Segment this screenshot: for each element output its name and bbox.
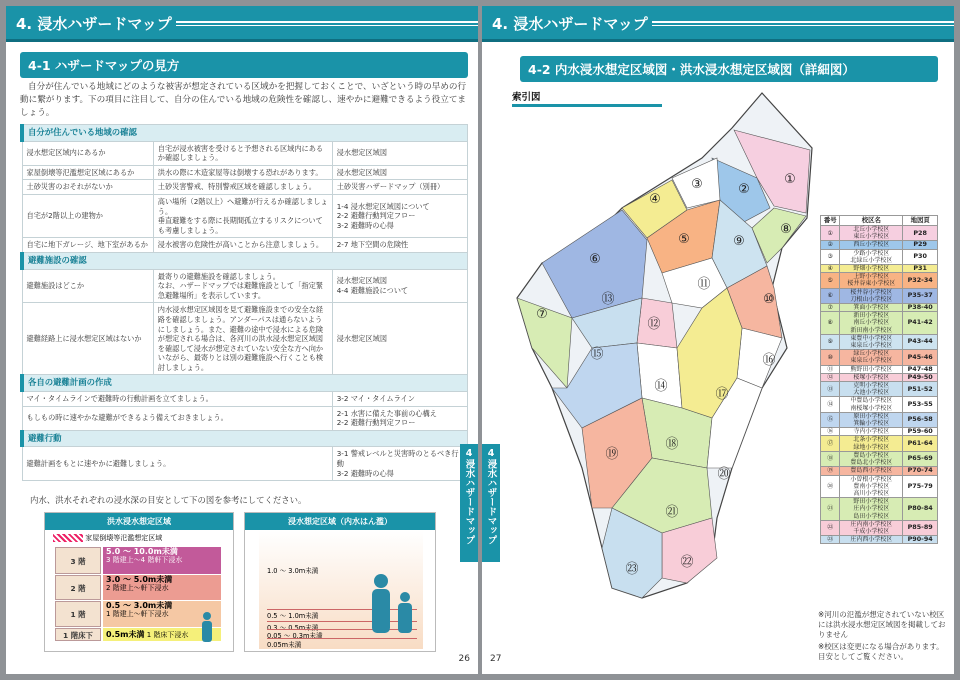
subheading: 各自の避難計画の作成: [22, 375, 468, 392]
index-number: ④: [821, 265, 840, 273]
floor-label: 3 階: [55, 547, 101, 574]
index-row: [821, 382, 938, 397]
index-district: 北丘小学校区 東丘小学校区: [840, 226, 903, 241]
index-row: [821, 288, 938, 303]
index-page: P85-89: [903, 520, 938, 535]
index-page: P45-46: [903, 350, 938, 365]
index-district: 克明小学校区 大池小学校区: [840, 382, 903, 397]
floor-label: 2 階: [55, 575, 101, 600]
index-row: [821, 249, 938, 264]
index-district: 野畑小学校区: [840, 265, 903, 273]
index-page: P30: [903, 249, 938, 264]
table-row: マイ・タイムラインで避難時の行動計画を立てましょう。 3-2 マイ・タイムライン: [22, 392, 468, 407]
index-row: [821, 475, 938, 498]
index-number: ⑨: [821, 334, 840, 349]
index-number: ⑱: [821, 451, 840, 466]
index-number: ⑩: [821, 350, 840, 365]
index-page: P28: [903, 226, 938, 241]
table-row: 土砂災害のおそれがないか 土砂災害警戒、特別警戒区域を確認しましょう。 土砂災害ハザードマップ（別冊）: [22, 180, 468, 195]
table-row: 避難施設はどこか 最寄りの避難施設を確認しましょう。 なお、ハザードマップでは避難施設として「指定緊急避難場所」を表示しています。 浸水想定区域図 4-4 避難施設について: [22, 269, 468, 303]
map-district-label: ㉓: [625, 562, 639, 577]
index-number: ⑰: [821, 436, 840, 451]
index-page: P29: [903, 241, 938, 249]
map-district-label: ⑰: [715, 387, 729, 402]
map-district-label: ⑭: [654, 379, 668, 394]
chapter-title: 4. 浸水ハザードマップ: [492, 15, 648, 33]
table-row: 避難計画をもとに速やかに避難しましょう。 3-1 警戒レベルと災害時のとるべき行動 3-2 避難時の心得: [22, 447, 468, 481]
map-district-label: ⑦: [536, 307, 548, 322]
chapter-tab[interactable]: 4 浸水ハザードマップ: [460, 444, 478, 562]
index-map-label: 索引図: [512, 89, 662, 107]
index-district: 少路小学校区 北緑丘小学校区: [840, 249, 903, 264]
index-row: [821, 412, 938, 427]
index-page: P56-58: [903, 412, 938, 427]
index-district: 庄内南小学校区 千成小学校区: [840, 520, 903, 535]
index-district: 上野小学校区 桜井谷東小学校区: [840, 273, 903, 288]
index-row: [821, 536, 938, 544]
index-page: P35-37: [903, 288, 938, 303]
map-district-label: ⑯: [762, 353, 776, 368]
chapter-header: [482, 6, 954, 42]
index-number: ⑧: [821, 312, 840, 335]
index-district: 桜井谷小学校区 刀根山小学校区: [840, 288, 903, 303]
index-number: ⑲: [821, 467, 840, 475]
map-district-label: ①: [784, 172, 796, 187]
index-page: P61-64: [903, 436, 938, 451]
index-page: P41-42: [903, 312, 938, 335]
depth-label: 1.0 〜 3.0m未満: [267, 567, 319, 575]
index-district: 西丘小学校区: [840, 241, 903, 249]
family-icon: [363, 573, 419, 633]
index-district: 熊野田小学校区: [840, 365, 903, 373]
index-row: [821, 428, 938, 436]
table-row: 避難経路上に浸水想定区域はないか 内水浸水想定区域図を見て避難施設までの安全な経路を確認しましょう。アンダーパスは通らないようにしましょう。また、避難の途中で浸水による危険が想定される場合は、各河川の洪水浸水想定区域図を確認して浸水が想定されていない安全な方へ向かいながら、最寄りとは別の避難施設へ行くことも検討しましょう。 浸水想定区域図: [22, 303, 468, 375]
index-number: ⑪: [821, 365, 840, 373]
index-number: ⑳: [821, 475, 840, 498]
map-district-label: ⑳: [717, 467, 731, 482]
person-icon: [195, 611, 219, 643]
map-district-label: ㉒: [680, 555, 694, 570]
map-district-label: ⑲: [605, 447, 619, 462]
inland-depth-diagram: [244, 512, 436, 652]
depth-label: 0.5 〜 1.0m未満: [267, 609, 417, 620]
index-page: P80-84: [903, 498, 938, 521]
map-district-label: ⑮: [590, 347, 604, 362]
index-page: P31: [903, 265, 938, 273]
index-number: ⑮: [821, 412, 840, 427]
depth-band: 3.0 〜 5.0m未満 2 階建上〜軒下浸水: [103, 575, 221, 600]
page-number: 26: [458, 654, 470, 664]
index-row: [821, 226, 938, 241]
depth-label: 0.3 〜 0.5m未満: [267, 621, 417, 632]
map-district-label: ④: [649, 192, 661, 207]
index-row: [821, 312, 938, 335]
index-page: P47-48: [903, 365, 938, 373]
index-page: P65-69: [903, 451, 938, 466]
depth-label: 0.05 〜 0.3m未満: [267, 629, 417, 640]
page-number: 27: [490, 654, 502, 664]
index-row: [821, 373, 938, 381]
index-page: P75-79: [903, 475, 938, 498]
chapter-header: [6, 6, 478, 42]
index-district: 寺内小学校区: [840, 428, 903, 436]
index-district: 原田小学校区 箕輪小学校区: [840, 412, 903, 427]
index-page: P53-55: [903, 397, 938, 412]
table-row: もしもの時に速やかな避難ができるよう備えておきましょう。 2-1 水害に備えた事前の心構え 2-2 避難行動判定フロー: [22, 406, 468, 430]
depth-band: 0.5 〜 3.0m未満 1 階建上〜軒下浸水: [103, 601, 221, 627]
index-number: ㉓: [821, 536, 840, 544]
depth-label: 0.05m未満: [267, 638, 417, 649]
index-number: ⑫: [821, 373, 840, 381]
index-number: ㉒: [821, 520, 840, 535]
index-district: 北条小学校区 緑地小学校区: [840, 436, 903, 451]
index-row: [821, 241, 938, 249]
index-number: ⑯: [821, 428, 840, 436]
index-district: 東豊中小学校区 東泉丘小学校区: [840, 334, 903, 349]
index-row: [821, 467, 938, 475]
map-district-label: ⑫: [647, 317, 661, 332]
index-row: [821, 350, 938, 365]
footnote: ※河川の氾濫が想定されていない校区には洪水浸水想定区域図を掲載しておりません: [818, 610, 946, 639]
index-number: ⑤: [821, 273, 840, 288]
subheading: 避難施設の確認: [22, 252, 468, 269]
checklist-table: [20, 124, 468, 481]
map-district-label: ⑬: [601, 292, 615, 307]
index-district: 豊島西小学校区: [840, 467, 903, 475]
index-page: P43-44: [903, 334, 938, 349]
floor-label: 1 階: [55, 601, 101, 627]
index-row: [821, 273, 938, 288]
index-number: ⑥: [821, 288, 840, 303]
depth-band: 5.0 〜 10.0m未満 3 階建上〜4 階軒下浸水: [103, 547, 221, 574]
index-row: [821, 498, 938, 521]
index-number: ⑬: [821, 382, 840, 397]
index-district: 新田小学校区 南丘小学校区 新田南小学校区: [840, 312, 903, 335]
collapse-legend: 家屋倒壊等氾濫想定区域: [53, 533, 227, 543]
right-page: [482, 6, 954, 674]
index-page: P32-34: [903, 273, 938, 288]
flood-depth-diagram: [44, 512, 234, 652]
map-district-label: ②: [738, 182, 750, 197]
hatch-swatch: [53, 534, 83, 542]
map-district-label: ㉑: [665, 505, 679, 520]
left-page: [6, 6, 478, 674]
index-row: [821, 451, 938, 466]
footnote: ※校区は変更になる場合があります。目安としてご覧ください。: [818, 642, 944, 661]
index-number: ㉑: [821, 498, 840, 521]
index-row: [821, 265, 938, 273]
index-district: 緑丘小学校区 東泉丘小学校区: [840, 350, 903, 365]
depth-band: 0.5m未満 1 階床下浸水: [103, 628, 221, 641]
diagram-title: 浸水想定区域（内水はん濫）: [245, 513, 435, 530]
map-district-label: ⑥: [589, 252, 601, 267]
index-district: 桜塚小学校区: [840, 373, 903, 381]
index-district: 野田小学校区 庄内小学校区 島田小学校区: [840, 498, 903, 521]
index-page: P90-94: [903, 536, 938, 544]
index-number: ①: [821, 226, 840, 241]
index-district: 庄内西小学校区: [840, 536, 903, 544]
map-district-label: ⑨: [733, 234, 745, 249]
floor-label: 1 階床下: [55, 628, 101, 641]
diagram-title: 洪水浸水想定区域: [45, 513, 233, 530]
index-number: ⑦: [821, 304, 840, 312]
index-page: P70-74: [903, 467, 938, 475]
index-district: 小曽根小学校区 豊南小学校区 高川小学校区: [840, 475, 903, 498]
map-district-label: ⑱: [665, 437, 679, 452]
index-page: P59-60: [903, 428, 938, 436]
index-number: ③: [821, 249, 840, 264]
index-district: 豊島小学校区 豊島北小学校区: [840, 451, 903, 466]
index-district: 箕面小学校区: [840, 304, 903, 312]
chapter-title: 4. 浸水ハザードマップ: [16, 15, 172, 33]
index-row: [821, 304, 938, 312]
subheading: 避難行動: [22, 430, 468, 447]
index-row: [821, 436, 938, 451]
table-row: 家屋倒壊等氾濫想定区域にあるか 洪水の際に木造家屋等は倒壊する恐れがあります。 浸水想定区域図: [22, 165, 468, 180]
map-district-label: ⑪: [697, 277, 711, 292]
section-title: 4-1 ハザードマップの見方: [20, 52, 468, 78]
map-district-label: ⑩: [763, 292, 775, 307]
subheading: 自分が住んでいる地域の確認: [22, 125, 468, 142]
index-number: ⑭: [821, 397, 840, 412]
table-row: 自宅に地下ガレージ、地下室があるか 浸水被害の危険性が高いことから注意しましょう。 2-7 地下空間の危険性: [22, 238, 468, 253]
section-title: 4-2 内水浸水想定区域図・洪水浸水想定区域図（詳細図）: [520, 56, 938, 82]
index-number: ②: [821, 241, 840, 249]
map-district-label: ⑤: [678, 232, 690, 247]
index-row: [821, 397, 938, 412]
index-row: [821, 334, 938, 349]
index-table: 番号 校区名 地図頁 ① 北丘小学校区 東丘小学校区 P28 ② 西丘小学校区 P29 ③ 少路小学校区 北緑丘小学校区 P30 ④ 野畑小学校区 P31 ⑤ 上野小学校区 桜井谷東小学校区 P32-34 ⑥ 桜井谷小学校区 刀根山小学校区 P35-37 ⑦ 箕面小学校区 P38-40 ⑧ 新田小学校区 南丘小学校区 新田南小学校区 P41-42 ⑨ 東豊中小学校区 東泉丘小学校区 P43-44 ⑩ 緑丘小学校区 東泉丘小学校区 P45-46 ⑪ 熊野田小学校区 P47-48 ⑫ 桜塚小学校区 P49-50 ⑬ 克明小学校区 大池小学校区 P51-52 ⑭ 中豊島小学校区 南桜塚小学校区 P53-55 ⑮ 原田小学校区 箕輪小学校区 P56-58 ⑯ 寺内小学校区 P59-60 ⑰ 北条小学校区 緑地小学校区 P61-64 ⑱ 豊島小学校区 豊島北小学校区 P65-69 ⑲ 豊島西小学校区 P70-74 ⑳ 小曽根小学校区 豊南小学校区 高川小学校区 P75-79 ㉑ 野田小学校区 庄内小学校区 島田小学校区 P80-84 ㉒ 庄内南小学校区 千成小学校区 P85-89 ㉓ 庄内西小学校区 P90-94: [820, 215, 938, 544]
map-district-label: ⑧: [780, 222, 792, 237]
intro-text: 自分が住んでいる地域にどのような被害が想定されている区域かを把握しておくことで、いざという時の早めの行動に繋がります。下の項目に注目して、自分の住んでいる地域の危険性を確認し、速やかに避難できるよう役立てましょう。: [20, 82, 467, 118]
index-district: 中豊島小学校区 南桜塚小学校区: [840, 397, 903, 412]
depth-note: 内水、洪水それぞれの浸水深の目安として下の図を参考にしてください。: [30, 495, 307, 505]
map-district-label: ③: [691, 177, 703, 192]
index-page: P51-52: [903, 382, 938, 397]
index-row: [821, 520, 938, 535]
index-map: [512, 88, 822, 608]
table-row: 自宅が2階以上の建物か 高い場所（2階以上）へ避難が行えるか確認しましょう。 垂直避難をする際に長期間孤立するリスクについても考慮しましょう。 1-4 浸水想定区域図について 2-2 避難行動判定フロー 3-2 避難時の心得: [22, 194, 468, 237]
table-row: 浸水想定区域内にあるか 自宅が浸水被害を受けると予想される区域内にあるか確認しましょう。 浸水想定区域図: [22, 141, 468, 165]
index-page: P49-50: [903, 373, 938, 381]
index-page: P38-40: [903, 304, 938, 312]
chapter-tab[interactable]: 4 浸水ハザードマップ: [482, 444, 500, 562]
